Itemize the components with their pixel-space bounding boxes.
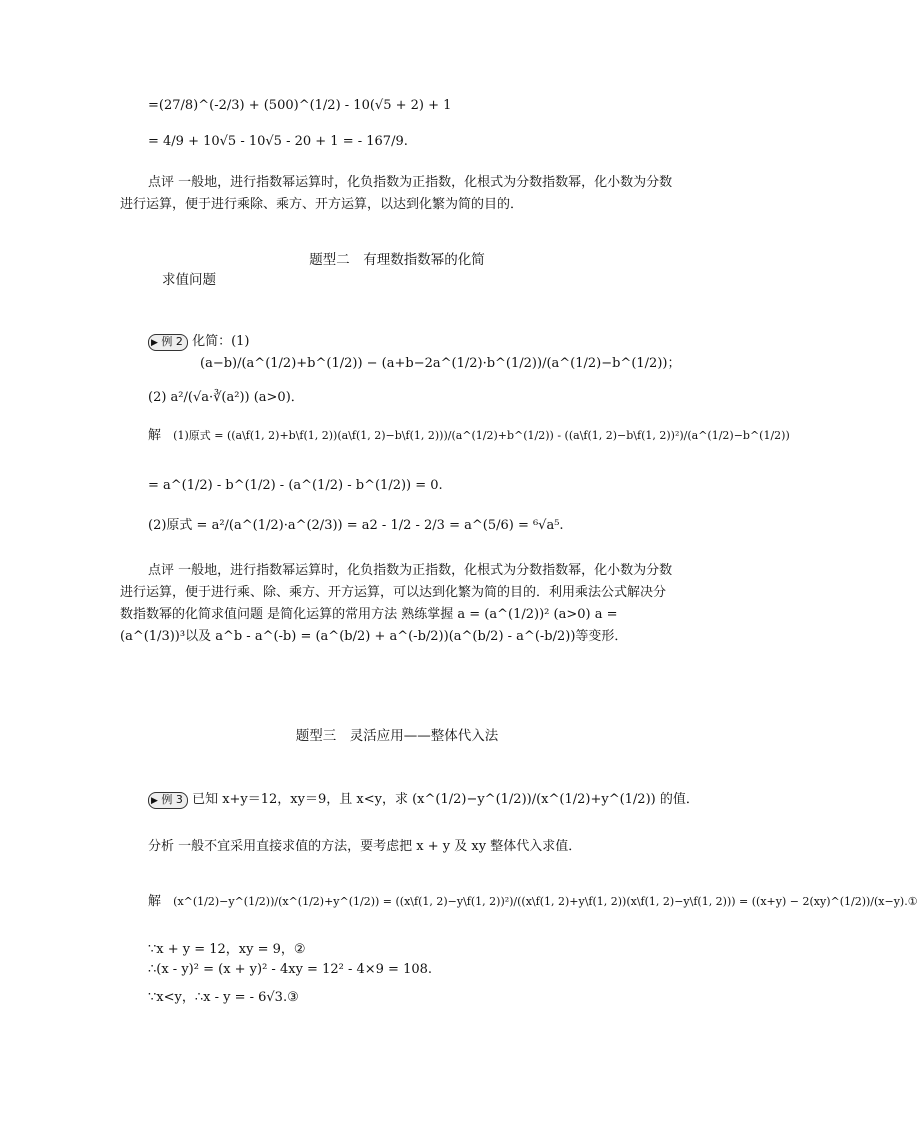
comment-1 bbox=[120, 172, 674, 216]
example-3-badge bbox=[148, 792, 188, 809]
example1-line2 bbox=[148, 134, 408, 149]
example-3 bbox=[148, 788, 699, 809]
example-3-badge-text: 例 3 bbox=[161, 793, 183, 806]
example-3-sol-text: (x^(1/2)−y^(1/2))/(x^(1/2)+y^(1/2)) = ((x\f(1, 2)−y\f(1, 2))²)/((x\f(1, 2)+y\f(1, 2))(x\f(1, 2)−y\f(1, 2))) = ((x+y) − 2(xy)^(1/2))/(x−y).① bbox=[173, 895, 918, 908]
example1-line1-text: =(27/8)^(-2/3) + (500)^(1/2) - 10(√5 + 2) + 1 bbox=[148, 98, 452, 113]
example-3-solution bbox=[148, 890, 918, 909]
example-2-part1: (a−b)/(a^(1/2)+b^(1/2)) − (a+b−2a^(1/2)·b^(1/2))/(a^(1/2)−b^(1/2))； bbox=[200, 356, 681, 371]
example-2-solution-2: (2)原式 = a²/(a^(1/2)·a^(2/3)) = a2 - 1/2 - 2/3 = a^(5/6) = ⁶√a⁵. bbox=[148, 518, 564, 533]
example-3-step-4: ∵x<y，∴x - y = - 6√3.③ bbox=[148, 990, 299, 1005]
example-2-solution-1 bbox=[148, 424, 790, 443]
example-2-prompt: 化简：(1) bbox=[192, 334, 250, 349]
comment-2 bbox=[120, 560, 674, 648]
example-3-analysis bbox=[120, 836, 674, 858]
section-3-title: 题型三 灵活应用——整体代入法 bbox=[295, 728, 499, 744]
comment-1-label: 点评 bbox=[148, 175, 175, 190]
example-3-step-3: ∴(x - y)² = (x + y)² - 4xy = 12² - 4×9 = 108. bbox=[148, 962, 433, 977]
comment-1-text: 一般地，进行指数幂运算时，化负指数为正指数，化根式为分数指数幂，化小数为分数进行运算，便于进行乘除、乘方、开方运算，以达到化繁为简的目的． bbox=[120, 175, 673, 212]
example-3-prompt: 已知 x+y＝12，xy＝9，且 x<y，求 (x^(1/2)−y^(1/2))/(x^(1/2)+y^(1/2)) 的值． bbox=[192, 792, 699, 807]
comment-2-label: 点评 bbox=[148, 563, 175, 578]
example1-line1 bbox=[148, 98, 451, 113]
example-2-sol-1-text: (1)原式 = ((a\f(1, 2)+b\f(1, 2))(a\f(1, 2)−b\f(1, 2)))/(a^(1/2)+b^(1/2)) - ((a\f(1, 2)−b\f(1, 2))²)/(a^(1/2)−b^(1/2)) bbox=[173, 429, 790, 442]
example-2-part2: (2) a²/(√a·∛(a²)) (a>0)． bbox=[148, 390, 304, 405]
play-icon: ▶ bbox=[151, 338, 158, 348]
example-2-sol-label: 解 bbox=[148, 428, 162, 443]
example1-line2-text: = 4/9 + 10√5 - 10√5 - 20 + 1 = - 167/9. bbox=[148, 134, 408, 149]
section-2-title: 题型二 有理数指数幂的化简 bbox=[309, 252, 485, 268]
example-3-analysis-text: 一般不宜采用直接求值的方法，要考虑把 x + y 及 xy 整体代入求值． bbox=[178, 839, 582, 854]
example-3-sol-label: 解 bbox=[148, 894, 162, 909]
example-2-badge bbox=[148, 334, 188, 351]
example-2-badge-text: 例 2 bbox=[161, 335, 183, 348]
section-2-subtitle: 求值问题 bbox=[162, 272, 216, 288]
example-2 bbox=[148, 330, 249, 351]
example-3-step-2: ∵x + y = 12，xy = 9，② bbox=[148, 942, 306, 957]
example-3-analysis-label: 分析 bbox=[148, 839, 175, 854]
play-icon: ▶ bbox=[151, 796, 158, 806]
example-2-solution-1b: = a^(1/2) - b^(1/2) - (a^(1/2) - b^(1/2)) = 0. bbox=[148, 478, 443, 493]
comment-2-text: 一般地，进行指数幂运算时，化负指数为正指数，化根式为分数指数幂，化小数为分数进行运算，便于进行乘、除、乘方、开方运算，可以达到化繁为简的目的．利用乘法公式解决分数指数幂的化简求值问题 是简化运算的常用方法 熟练掌握 a = (a^(1/2))² (a>0) a = (a^(1/3))³以及 a^b - a^(-b) = (a^(b/2) + a^(-b/2))(a^(b/2) - a^(-b/2))等变形． bbox=[120, 563, 673, 644]
